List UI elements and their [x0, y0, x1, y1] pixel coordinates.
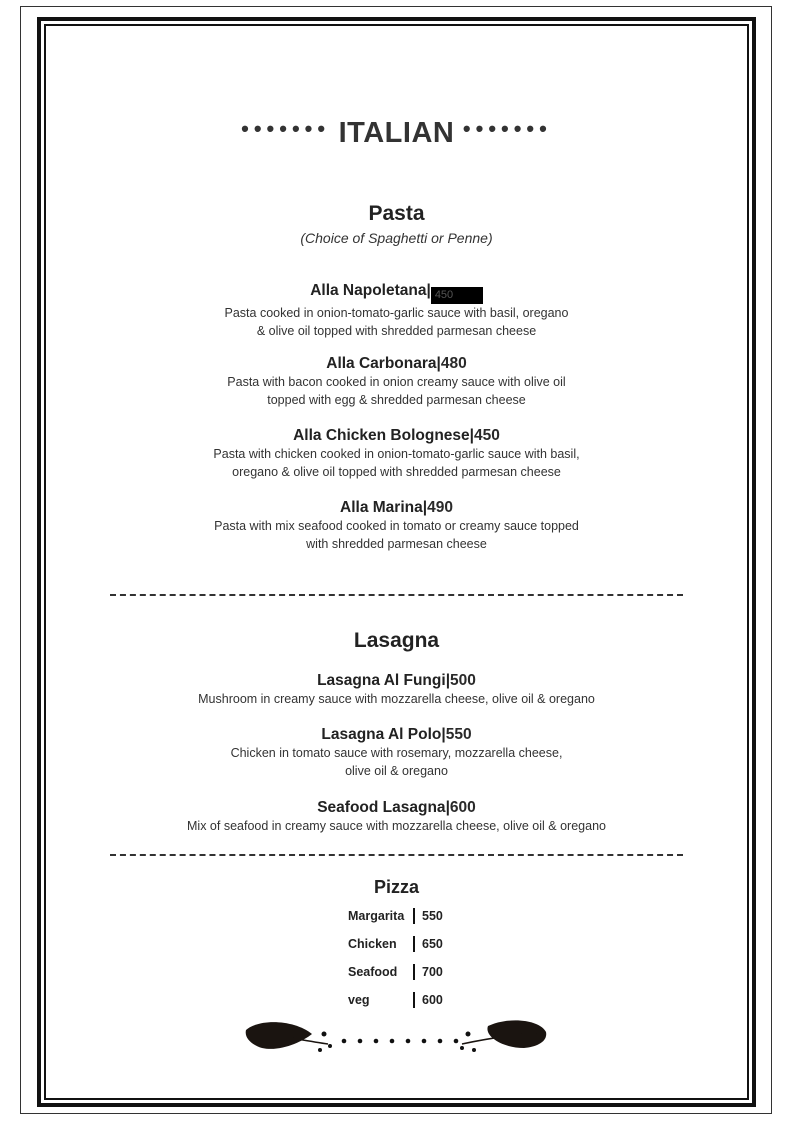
pizza-heading: Pizza	[373, 877, 420, 897]
pizza-price: 650	[422, 937, 443, 951]
lasagna-section	[100, 629, 693, 653]
lasagna-heading: Lasagna	[353, 629, 440, 652]
item-name: Lasagna Al Fungi	[317, 672, 446, 689]
pizza-price: 700	[422, 965, 443, 979]
price-separator: |	[436, 355, 441, 372]
pizza-section	[100, 877, 693, 898]
title-dots-left: •••••••	[241, 116, 331, 141]
item-description: Pasta with mix seafood cooked in tomato or creamy sauce topped with shredded parmesan cheese	[214, 519, 579, 551]
pizza-name: Chicken	[348, 937, 397, 951]
pizza-list	[348, 906, 478, 1018]
price-separator: |	[469, 427, 475, 444]
menu-item	[100, 799, 693, 835]
price-separator: |	[445, 799, 450, 816]
price-separator: |	[426, 282, 431, 299]
price-separator	[413, 992, 415, 1008]
pizza-price: 550	[422, 909, 443, 923]
pasta-section	[100, 202, 693, 246]
item-description: Mix of seafood in creamy sauce with mozzarella cheese, olive oil & oregano	[187, 819, 606, 833]
item-price: 550	[445, 726, 472, 743]
menu-item	[100, 282, 693, 340]
price-separator: |	[445, 672, 451, 689]
item-description: Pasta with bacon cooked in onion creamy sauce with olive oil topped with egg & shredded parmesan cheese	[227, 375, 566, 407]
price-separator	[413, 964, 415, 980]
item-price: 450	[434, 289, 454, 301]
title-dots-right: •••••••	[462, 116, 552, 141]
item-name: Alla Carbonara	[326, 355, 437, 372]
feather-icon	[460, 1020, 546, 1052]
pizza-name: Margarita	[348, 909, 405, 923]
item-name: Alla Napoletana	[310, 282, 427, 299]
feather-ornament	[240, 1012, 552, 1064]
item-description: Chicken in tomato sauce with rosemary, mozzarella cheese, olive oil & oregano	[230, 746, 563, 778]
price-separator	[413, 936, 415, 952]
item-price: 450	[474, 427, 500, 444]
price-separator: |	[422, 499, 428, 516]
pizza-name: Seafood	[348, 965, 398, 979]
feather-icon	[246, 1022, 332, 1052]
menu-item	[100, 355, 693, 409]
redacted-price	[431, 287, 483, 304]
menu-item	[100, 499, 693, 553]
section-divider	[110, 854, 683, 856]
menu-title	[0, 116, 793, 150]
price-separator	[413, 908, 415, 924]
pasta-subheading: (Choice of Spaghetti or Penne)	[300, 230, 493, 246]
item-price: 500	[450, 672, 476, 689]
item-name: Seafood Lasagna	[317, 799, 446, 816]
menu-item	[100, 672, 693, 708]
item-price: 600	[449, 799, 476, 816]
pizza-price: 600	[422, 993, 443, 1007]
item-name: Alla Chicken Bolognese	[293, 427, 470, 444]
pasta-heading: Pasta	[368, 202, 425, 225]
pizza-item	[348, 934, 478, 962]
pizza-name: veg	[348, 993, 370, 1007]
pizza-item	[348, 906, 478, 934]
pizza-item	[348, 962, 478, 990]
item-name: Lasagna Al Polo	[321, 726, 442, 743]
price-separator: |	[441, 726, 446, 743]
item-description: Mushroom in creamy sauce with mozzarella cheese, olive oil & oregano	[198, 692, 595, 706]
section-divider	[110, 594, 683, 596]
item-price: 480	[440, 355, 467, 372]
item-description: Pasta cooked in onion-tomato-garlic sauce with basil, oregano & olive oil topped with shredded parmesan cheese	[224, 306, 569, 338]
menu-title-text: ITALIAN	[338, 117, 455, 149]
menu-item	[100, 726, 693, 780]
item-price: 490	[427, 499, 453, 516]
item-name: Alla Marina	[340, 499, 423, 516]
item-description: Pasta with chicken cooked in onion-tomato-garlic sauce with basil, oregano & olive oil topped with shredded parmesan cheese	[213, 447, 580, 479]
menu-item	[100, 427, 693, 481]
dot-row	[342, 1039, 459, 1044]
